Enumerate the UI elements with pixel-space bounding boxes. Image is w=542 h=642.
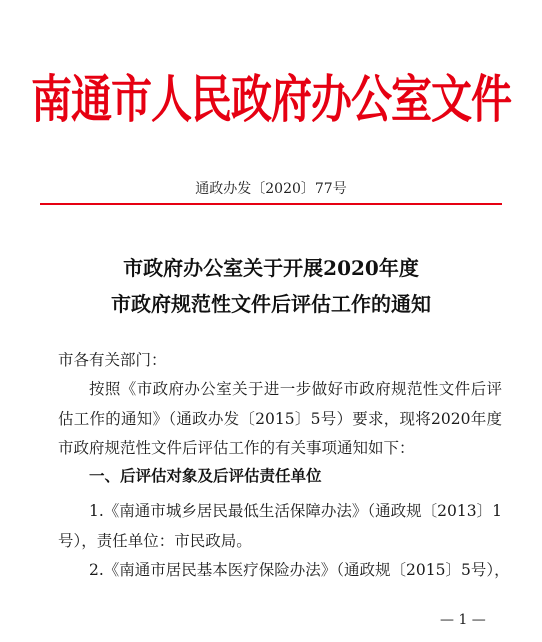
- body-paragraph-1: 按照《市政府办公室关于进一步做好市政府规范性文件后评估工作的通知》（通政办发〔2015〕5号）要求，现将2020年度市政府规范性文件后评估工作的有关事项通知如下：: [58, 380, 502, 458]
- document-title-line-2: 市政府规范性文件后评估工作的通知: [111, 292, 431, 316]
- red-divider-line: [40, 203, 502, 205]
- list-item-2: 2.《南通市居民基本医疗保险办法》（通政规〔2015〕5号），: [89, 561, 510, 579]
- document-number: 通政办发〔2020〕77号: [195, 181, 347, 197]
- addressee: 市各有关部门：: [58, 351, 167, 369]
- document-masthead: 南通市人民政府办公室文件: [31, 69, 511, 130]
- document-title-line-1: 市政府办公室关于开展2020年度: [123, 256, 419, 280]
- list-item-1: 1.《南通市城乡居民最低生活保障办法》（通政规〔2013〕1号），责任单位：市民政局。: [58, 502, 502, 550]
- page-number: — 1 —: [440, 612, 486, 628]
- section-heading-1: 一、后评估对象及后评估责任单位: [89, 467, 322, 485]
